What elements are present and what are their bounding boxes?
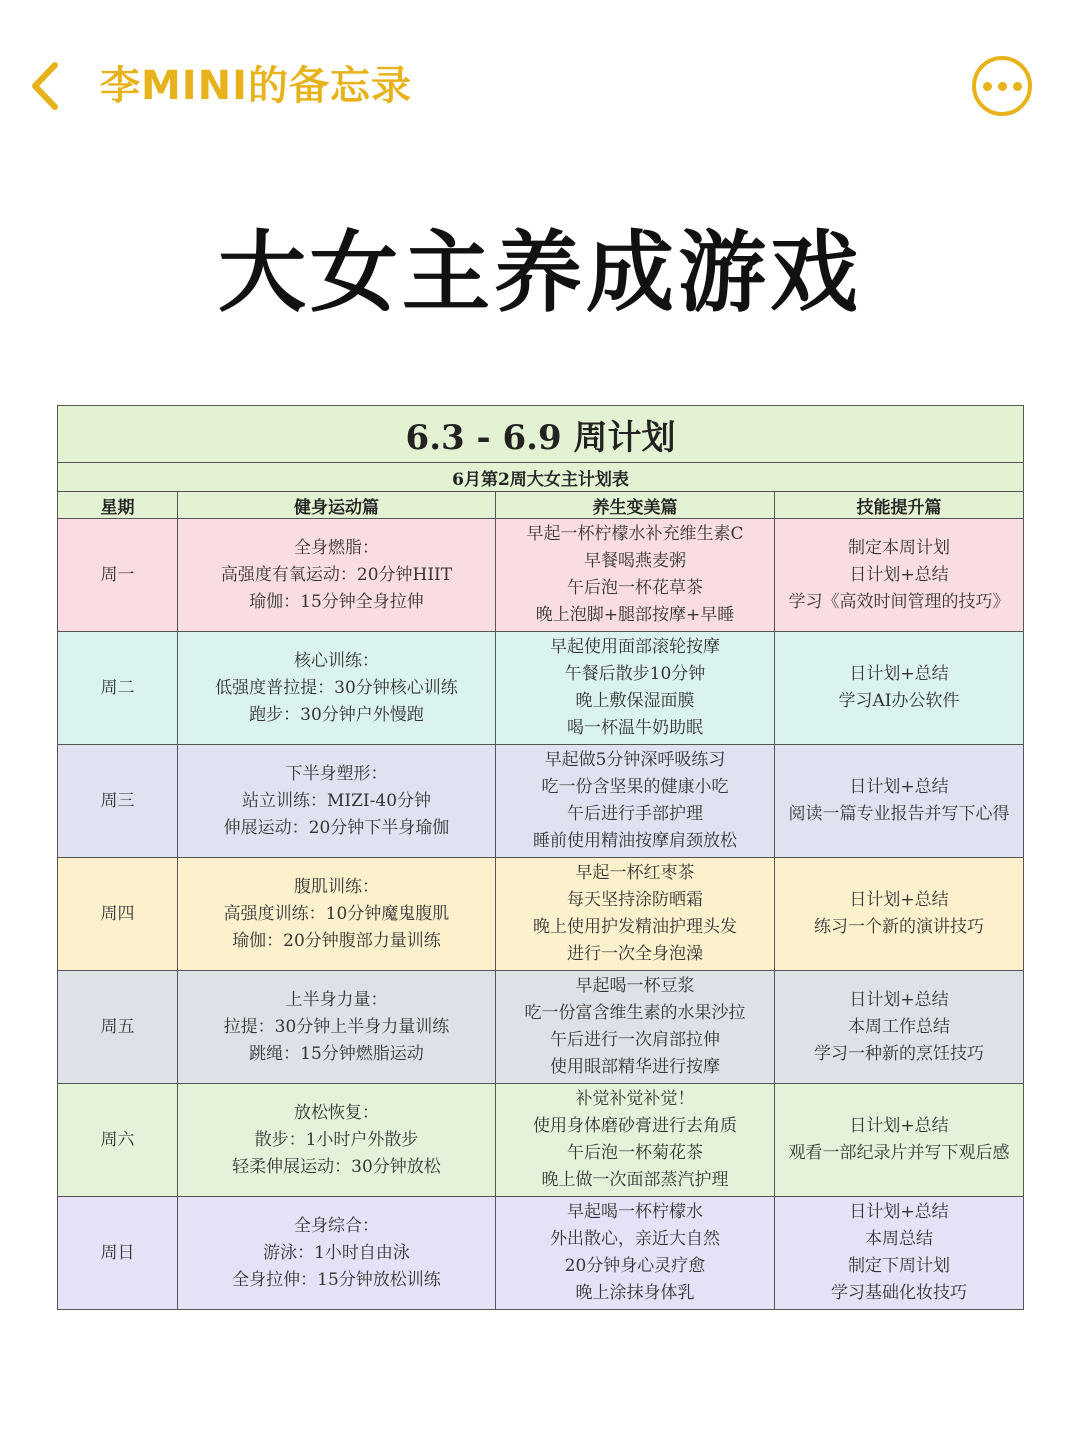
weekly-plan-table bbox=[57, 405, 1024, 1310]
day-cell: 周日 bbox=[58, 1197, 178, 1310]
more-dots-icon bbox=[998, 82, 1007, 91]
cell-line: 高强度有氧运动：20分钟HIIT bbox=[220, 564, 453, 585]
day-cell: 周四 bbox=[58, 858, 178, 971]
cell-line: 午后进行一次肩部拉伸 bbox=[550, 1030, 720, 1050]
cell-line: 午后泡一杯菊花茶 bbox=[567, 1143, 703, 1163]
cell-line: 午后进行手部护理 bbox=[567, 804, 703, 824]
more-dots-icon bbox=[1013, 82, 1022, 91]
table-row bbox=[58, 745, 1024, 858]
skills-cell bbox=[775, 1084, 1024, 1197]
cell-line: 午餐后散步10分钟 bbox=[564, 664, 706, 684]
cell-line: 学习AI办公软件 bbox=[838, 691, 960, 711]
cell-line: 观看一部纪录片并写下观后感 bbox=[788, 1143, 1010, 1163]
cell-line: 练习一个新的演讲技巧 bbox=[814, 917, 984, 937]
chevron-left-icon bbox=[27, 59, 61, 113]
cell-line: 使用眼部精华进行按摩 bbox=[550, 1057, 720, 1077]
cell-line: 晚上敷保湿面膜 bbox=[575, 691, 695, 711]
day-cell: 周六 bbox=[58, 1084, 178, 1197]
skills-cell bbox=[775, 519, 1024, 632]
cell-line: 腹肌训练： bbox=[294, 876, 379, 897]
cell-line: 拉提：30分钟上半身力量训练 bbox=[223, 1016, 450, 1037]
column-header: 健身运动篇 bbox=[178, 492, 496, 519]
table-row bbox=[58, 632, 1024, 745]
more-button[interactable] bbox=[972, 56, 1032, 116]
table-row bbox=[58, 519, 1024, 632]
cell-line: 全身燃脂： bbox=[294, 537, 379, 558]
cell-line: 早餐喝燕麦粥 bbox=[584, 551, 686, 571]
cell-line: 学习基础化妆技巧 bbox=[831, 1283, 967, 1303]
beauty-cell bbox=[496, 1084, 775, 1197]
cell-line: 进行一次全身泡澡 bbox=[567, 944, 703, 964]
cell-line: 阅读一篇专业报告并写下心得 bbox=[788, 804, 1010, 824]
more-dots-icon bbox=[983, 82, 992, 91]
fitness-cell bbox=[178, 858, 496, 971]
cell-line: 每天坚持涂防晒霜 bbox=[567, 890, 703, 910]
beauty-cell bbox=[496, 1197, 775, 1310]
cell-line: 日计划+总结 bbox=[849, 1202, 949, 1222]
cell-line: 伸展运动：20分钟下半身瑜伽 bbox=[223, 817, 450, 838]
skills-cell bbox=[775, 1197, 1024, 1310]
table-row bbox=[58, 1084, 1024, 1197]
cell-line: 早起一杯红枣茶 bbox=[575, 863, 695, 883]
cell-line: 学习《高效时间管理的技巧》 bbox=[788, 591, 1010, 612]
beauty-cell bbox=[496, 632, 775, 745]
fitness-cell bbox=[178, 971, 496, 1084]
cell-line: 早起喝一杯豆浆 bbox=[575, 976, 695, 996]
cell-line: 吃一份含坚果的健康小吃 bbox=[541, 777, 729, 797]
cell-line: 晚上做一次面部蒸汽护理 bbox=[541, 1170, 729, 1190]
cell-line: 早起一杯柠檬水补充维生素C bbox=[526, 524, 744, 544]
back-button[interactable] bbox=[20, 58, 68, 114]
beauty-cell bbox=[496, 858, 775, 971]
fitness-cell bbox=[178, 519, 496, 632]
cell-line: 站立训练：MIZI-40分钟 bbox=[241, 790, 432, 811]
cell-line: 低强度普拉提：30分钟核心训练 bbox=[215, 677, 458, 698]
table-row bbox=[58, 858, 1024, 971]
cell-line: 日计划+总结 bbox=[849, 1116, 949, 1136]
cell-line: 使用身体磨砂膏进行去角质 bbox=[533, 1116, 737, 1136]
cell-line: 早起使用面部滚轮按摩 bbox=[550, 637, 720, 657]
cell-line: 瑜伽：20分钟腹部力量训练 bbox=[232, 930, 441, 951]
table-row bbox=[58, 1197, 1024, 1310]
cell-line: 核心训练： bbox=[294, 650, 379, 671]
day-cell: 周一 bbox=[58, 519, 178, 632]
beauty-cell bbox=[496, 971, 775, 1084]
cell-line: 制定本周计划 bbox=[848, 537, 950, 558]
main-title: 大女主养成游戏 bbox=[217, 221, 862, 324]
day-cell: 周五 bbox=[58, 971, 178, 1084]
column-header: 星期 bbox=[58, 492, 178, 519]
cell-line: 晚上使用护发精油护理头发 bbox=[533, 917, 737, 937]
cell-line: 轻柔伸展运动：30分钟放松 bbox=[232, 1156, 441, 1177]
skills-cell bbox=[775, 632, 1024, 745]
cell-line: 午后泡一杯花草茶 bbox=[567, 578, 703, 598]
column-header: 技能提升篇 bbox=[775, 492, 1024, 519]
beauty-cell bbox=[496, 745, 775, 858]
cell-line: 下半身塑形： bbox=[285, 763, 388, 784]
cell-line: 日计划+总结 bbox=[849, 664, 949, 684]
cell-line: 全身拉伸：15分钟放松训练 bbox=[232, 1269, 441, 1290]
cell-line: 学习一种新的烹饪技巧 bbox=[814, 1043, 984, 1064]
day-cell: 周二 bbox=[58, 632, 178, 745]
cell-line: 制定下周计划 bbox=[848, 1256, 950, 1276]
cell-line: 日计划+总结 bbox=[849, 989, 949, 1010]
page-title: 李MINI的备忘录 bbox=[100, 63, 413, 109]
cell-line: 日计划+总结 bbox=[849, 890, 949, 910]
skills-cell bbox=[775, 858, 1024, 971]
fitness-cell bbox=[178, 1084, 496, 1197]
cell-line: 本周总结 bbox=[865, 1229, 933, 1249]
fitness-cell bbox=[178, 745, 496, 858]
cell-line: 放松恢复： bbox=[294, 1102, 379, 1123]
fitness-cell bbox=[178, 1197, 496, 1310]
cell-line: 跑步：30分钟户外慢跑 bbox=[249, 704, 424, 725]
skills-cell bbox=[775, 971, 1024, 1084]
table-row bbox=[58, 971, 1024, 1084]
cell-line: 吃一份富含维生素的水果沙拉 bbox=[524, 1003, 746, 1023]
cell-line: 补觉补觉补觉！ bbox=[575, 1089, 695, 1109]
plan-subtitle: 6月第2周大女主计划表 bbox=[58, 463, 1024, 492]
cell-line: 瑜伽：15分钟全身拉伸 bbox=[249, 591, 424, 612]
day-cell: 周三 bbox=[58, 745, 178, 858]
cell-line: 散步：1小时户外散步 bbox=[254, 1129, 419, 1150]
cell-line: 上半身力量： bbox=[285, 989, 388, 1010]
cell-line: 早起做5分钟深呼吸练习 bbox=[544, 750, 726, 770]
cell-line: 晚上泡脚+腿部按摩+早睡 bbox=[535, 605, 735, 625]
cell-line: 日计划+总结 bbox=[849, 564, 949, 585]
cell-line: 喝一杯温牛奶助眠 bbox=[567, 718, 703, 738]
skills-cell bbox=[775, 745, 1024, 858]
cell-line: 睡前使用精油按摩肩颈放松 bbox=[533, 831, 737, 851]
cell-line: 日计划+总结 bbox=[849, 777, 949, 797]
cell-line: 晚上涂抹身体乳 bbox=[575, 1283, 695, 1303]
cell-line: 游泳：1小时自由泳 bbox=[263, 1242, 410, 1263]
fitness-cell bbox=[178, 632, 496, 745]
cell-line: 20分钟身心灵疗愈 bbox=[564, 1256, 706, 1276]
beauty-cell bbox=[496, 519, 775, 632]
column-header: 养生变美篇 bbox=[496, 492, 775, 519]
cell-line: 高强度训练：10分钟魔鬼腹肌 bbox=[223, 903, 450, 924]
cell-line: 跳绳：15分钟燃脂运动 bbox=[249, 1043, 424, 1064]
cell-line: 外出散心，亲近大自然 bbox=[550, 1229, 720, 1249]
cell-line: 早起喝一杯柠檬水 bbox=[567, 1202, 703, 1222]
cell-line: 本周工作总结 bbox=[848, 1016, 950, 1037]
cell-line: 全身综合： bbox=[294, 1215, 379, 1236]
plan-title: 6.3 - 6.9 周计划 bbox=[58, 406, 1024, 463]
